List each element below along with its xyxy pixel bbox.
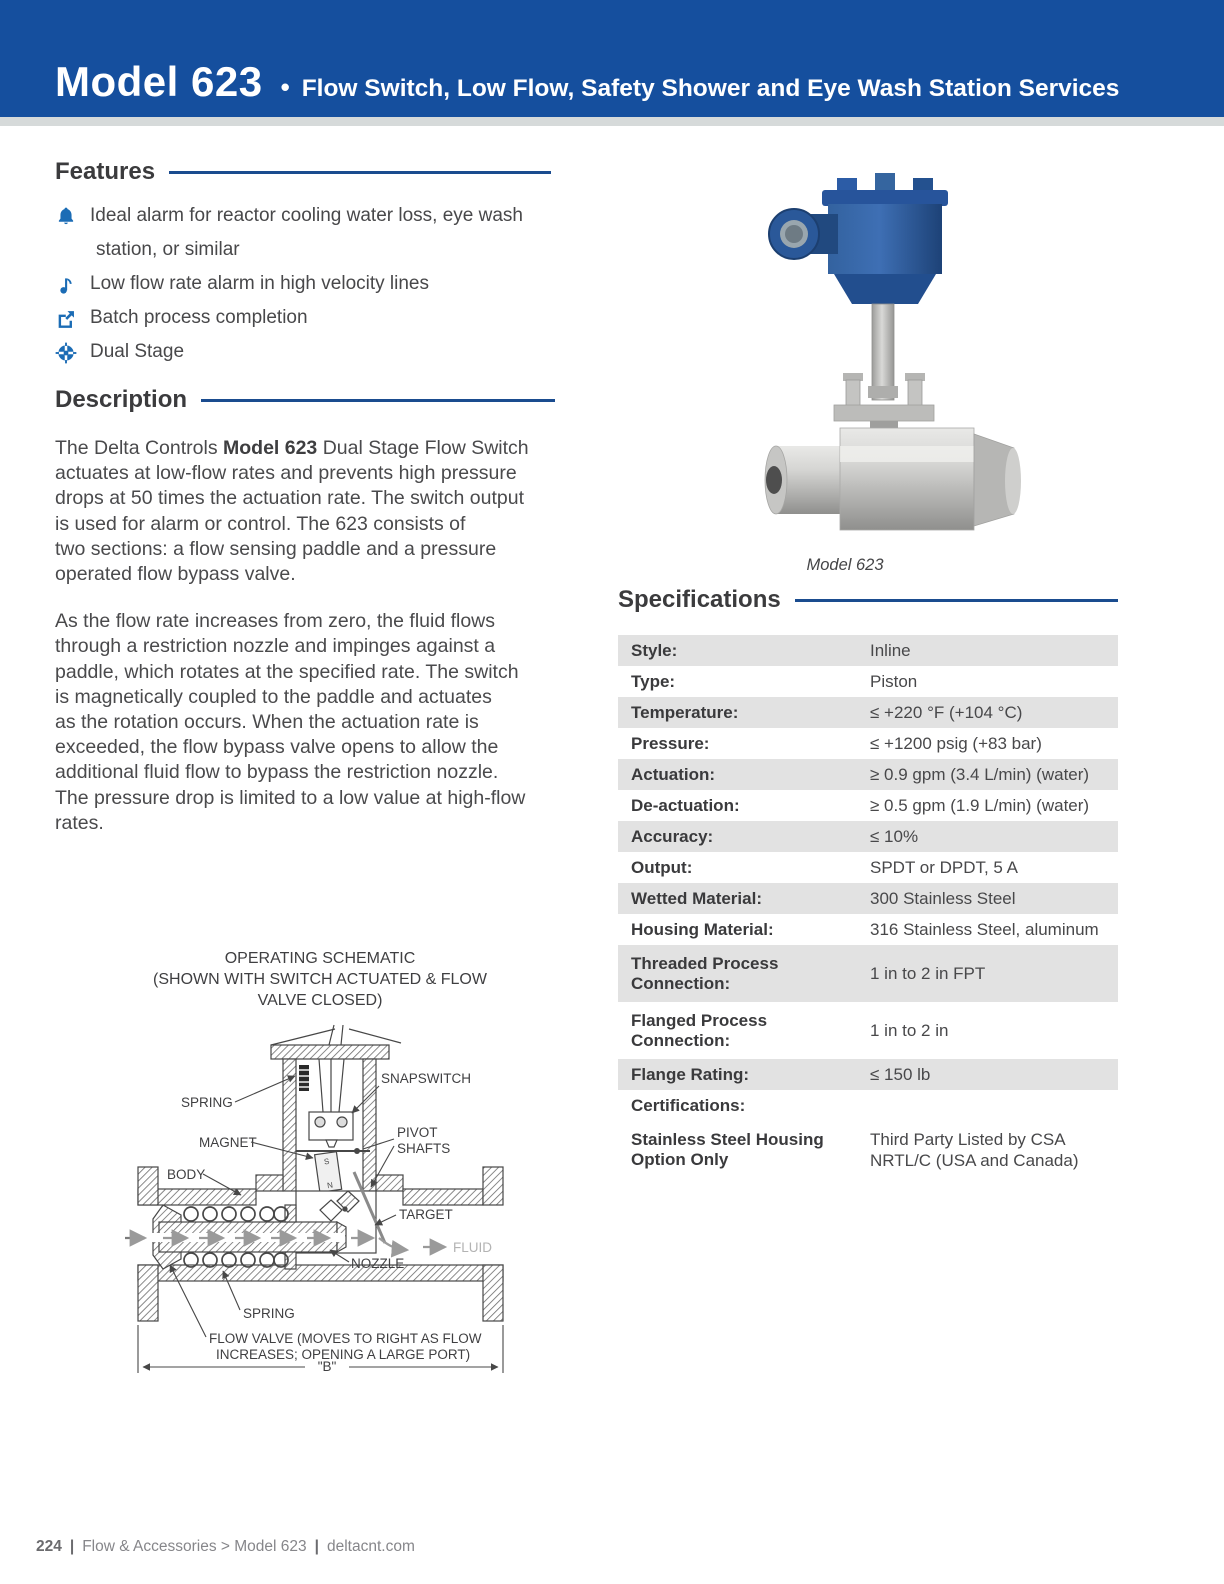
table-row [618,790,1118,821]
spec-label: Wetted Material: [631,888,762,908]
spec-value: ≥ 0.9 gpm (3.4 L/min) (water) [870,765,1090,784]
specifications-section [618,586,1118,1178]
music-note-icon [55,274,77,296]
description-paragraph-1 [55,436,555,587]
schematic-dimension-b: "B" [317,1359,336,1374]
spec-value: 1 in to 2 in [870,1021,949,1040]
schematic-label-body: BODY [166,1167,205,1182]
schematic-label-pivot-shafts: SHAFTS [396,1141,450,1156]
specifications-heading: Specifications [618,586,781,613]
schematic-title-line: OPERATING SCHEMATIC [224,950,416,967]
operating-schematic-figure [123,1019,518,1379]
operating-schematic [120,948,520,1379]
feature-text [90,267,429,301]
description-rule [201,399,555,402]
table-row [618,635,1118,666]
feature-item [55,301,551,335]
paragraph-line: rates. [55,811,104,834]
table-row [618,852,1118,883]
product-photo-flow-switch [742,170,1042,550]
table-row [618,945,1118,1002]
feature-line: Low flow rate alarm in high velocity lines [90,273,429,294]
paragraph-line: paddle, which rotates at the specified rate. The switch [55,660,519,683]
table-row [618,914,1118,945]
title-bullet: • [280,72,290,102]
spec-label: Style: [631,640,678,660]
feature-item [55,335,551,369]
features-heading: Features [55,158,156,185]
table-row [618,697,1118,728]
spec-label: Flanged Process Connection: [631,1010,768,1050]
feature-line: Ideal alarm for reactor cooling water loss, eye wash [90,205,523,226]
page-subtitle: Flow Switch, Low Flow, Safety Shower and Eye Wash Station Services [301,75,1120,102]
table-row [618,883,1118,914]
paragraph-line: The Delta Controls Model 623 Dual Stage Flow Switch [55,437,529,459]
page-footer [36,1538,415,1556]
table-row [618,759,1118,790]
schematic-label-snapswitch: SNAPSWITCH [380,1071,471,1086]
crosshair-icon [55,342,77,364]
spec-value: ≤ 150 lb [870,1065,931,1084]
features-list [55,199,551,369]
table-row [618,666,1118,697]
spec-label: Accuracy: [631,826,714,846]
page-number: 224 [36,1538,62,1555]
spec-label: Type: [631,671,676,691]
schematic-label-target: TARGET [398,1207,453,1222]
description-heading: Description [55,386,188,413]
table-row [618,728,1118,759]
page-header [0,0,1224,117]
feature-text [90,301,308,335]
spec-value: ≥ 0.5 gpm (1.9 L/min) (water) [870,796,1090,815]
table-row [618,1002,1118,1059]
feature-line: station, or similar [96,239,240,260]
spec-label: Stainless Steel Housing Option Only [631,1129,824,1169]
schematic-label-flow-valve: FLOW VALVE (MOVES TO RIGHT AS FLOW [208,1331,482,1346]
schematic-label-spring-bottom: SPRING [242,1306,295,1321]
spec-label: Threaded Process Connection: [631,953,779,993]
feature-text [90,335,184,369]
spec-value: Third Party Listed by CSA NRTL/C (USA and Canada) [870,1129,1079,1170]
spec-label: Flange Rating: [631,1064,750,1084]
schematic-label-fluid: FLUID [452,1240,492,1255]
paragraph-line: As the flow rate increases from zero, the fluid flows [55,610,496,633]
breadcrumb: Flow & Accessories > Model 623 [82,1538,307,1555]
feature-text [90,199,523,267]
bell-icon [55,206,77,228]
paragraph-line: is magnetically coupled to the paddle and actuates [55,685,492,708]
magnet-pole-s: S [322,1156,330,1167]
feature-item [55,199,551,267]
paragraph-line: actuates at low-flow rates and prevents high pressure [55,462,517,485]
spec-value: SPDT or DPDT, 5 A [870,858,1019,877]
spec-value: Piston [870,672,918,691]
specifications-rule [795,599,1118,602]
spec-label: Output: [631,857,693,877]
magnet-pole-n: N [326,1180,334,1191]
spec-label: Pressure: [631,733,710,753]
spec-value: 1 in to 2 in FPT [870,964,986,983]
spec-label: Certifications: [631,1095,746,1115]
table-row [618,1090,1118,1121]
spec-value: 316 Stainless Steel, aluminum [870,920,1099,939]
product-caption: Model 623 [806,556,884,574]
description-section [55,386,555,836]
table-row [618,1121,1118,1178]
stem-and-flange [834,304,934,430]
valve-body [765,428,1021,530]
paragraph-line: additional fluid flow to bypass the restriction nozzle. [55,761,499,784]
paragraph-line: through a restriction nozzle and impinges against a [55,635,496,658]
spec-value: ≤ +220 °F (+104 °C) [870,703,1023,722]
table-row [618,821,1118,852]
schematic-title-line: VALVE CLOSED) [257,992,383,1009]
feature-item [55,267,551,301]
table-row [618,1059,1118,1090]
schematic-title [120,948,520,1011]
schematic-title-line: (SHOWN WITH SWITCH ACTUATED & FLOW [153,971,487,988]
spec-value: ≤ +1200 psig (+83 bar) [870,734,1042,753]
page-title: Model 623 [55,58,263,105]
paragraph-line: exceeded, the flow bypass valve opens to allow the [55,736,499,759]
external-link-icon [55,308,77,330]
spec-value: 300 Stainless Steel [870,889,1016,908]
feature-line: Batch process completion [90,307,308,328]
website-link[interactable]: deltacnt.com [327,1538,415,1555]
blue-switch-housing [769,173,948,304]
paragraph-line: operated flow bypass valve. [55,563,296,586]
paragraph-line: The pressure drop is limited to a low value at high-flow [55,786,526,809]
paragraph-line: two sections: a flow sensing paddle and a pressure [55,537,497,560]
spec-value: ≤ 10% [870,827,919,846]
spec-label: Temperature: [631,702,739,722]
header-shadow-strip [0,117,1224,126]
schematic-label-magnet: MAGNET [198,1135,257,1150]
spec-label: Housing Material: [631,919,774,939]
spec-value: Inline [870,641,911,660]
spec-label: De-actuation: [631,795,740,815]
feature-line: Dual Stage [90,341,185,362]
schematic-label-spring-top: SPRING [180,1095,233,1110]
schematic-label-pivot-shafts: PIVOT [396,1125,438,1140]
footer-separator: | [69,1538,75,1555]
paragraph-line: as the rotation occurs. When the actuation rate is [55,711,479,734]
schematic-label-flow-valve: INCREASES; OPENING A LARGE PORT) [215,1347,470,1362]
paragraph-line: is used for alarm or control. The 623 consists of [55,512,466,535]
features-rule [169,171,551,174]
footer-separator: | [314,1538,319,1555]
description-paragraph-2 [55,609,555,836]
schematic-label-nozzle: NOZZLE [350,1256,404,1271]
spec-label: Actuation: [631,764,716,784]
features-section [55,158,551,369]
paragraph-line: drops at 50 times the actuation rate. The switch output [55,487,524,510]
specifications-table [618,635,1118,1178]
